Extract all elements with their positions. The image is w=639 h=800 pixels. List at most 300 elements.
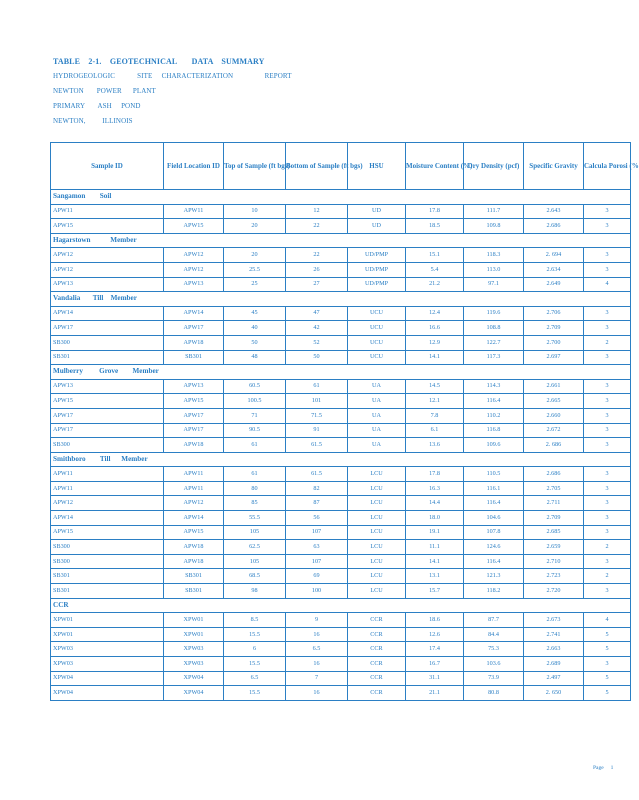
table-cell: 10: [224, 204, 286, 219]
table-cell: CCR: [348, 627, 406, 642]
table-cell: 85: [224, 496, 286, 511]
table-cell: 2.661: [524, 379, 584, 394]
table-cell: APW14: [164, 306, 224, 321]
table-cell: SB301: [51, 584, 164, 599]
table-cell: 2.710: [524, 554, 584, 569]
table-cell: 6: [224, 642, 286, 657]
table-cell: APW18: [164, 335, 224, 350]
table-cell: 12: [286, 204, 348, 219]
table-cell: APW18: [164, 438, 224, 453]
group-row: [51, 190, 631, 205]
group-row: [51, 598, 631, 613]
group-label: Mulberry Grove Member: [51, 365, 631, 380]
table-cell: LCU: [348, 569, 406, 584]
table-cell: CCR: [348, 686, 406, 701]
table-cell: 12.1: [406, 394, 464, 409]
table-cell: 2.723: [524, 569, 584, 584]
table-cell: 63: [286, 540, 348, 555]
table-cell: 100: [286, 584, 348, 599]
table-cell: 3: [584, 321, 631, 336]
table-cell: 116.4: [464, 554, 524, 569]
table-cell: XPW04: [164, 671, 224, 686]
table-cell: SB300: [51, 540, 164, 555]
table-row: [51, 394, 631, 409]
table-cell: 2.665: [524, 394, 584, 409]
table-cell: CCR: [348, 657, 406, 672]
table-cell: 124.6: [464, 540, 524, 555]
table-cell: APW14: [164, 511, 224, 526]
table-cell: UD/PMP: [348, 262, 406, 277]
table-cell: SB300: [51, 335, 164, 350]
col-specific-gravity: Specific Gravity: [524, 143, 584, 190]
table-cell: 18.0: [406, 511, 464, 526]
table-cell: 56: [286, 511, 348, 526]
table-cell: 84.4: [464, 627, 524, 642]
table-cell: 2.634: [524, 262, 584, 277]
table-cell: UD: [348, 219, 406, 234]
table-cell: 2.659: [524, 540, 584, 555]
table-cell: APW12: [51, 262, 164, 277]
table-cell: 17.8: [406, 467, 464, 482]
location-line: NEWTON, ILLINOIS: [53, 117, 133, 125]
group-row: [51, 233, 631, 248]
table-cell: SB301: [51, 350, 164, 365]
table-cell: 16.6: [406, 321, 464, 336]
table-cell: 50: [286, 350, 348, 365]
table-cell: 105: [224, 525, 286, 540]
group-label: CCR: [51, 598, 631, 613]
table-cell: 2.706: [524, 306, 584, 321]
table-cell: 121.3: [464, 569, 524, 584]
table-cell: CCR: [348, 613, 406, 628]
table-row: [51, 525, 631, 540]
table-cell: 50: [224, 335, 286, 350]
table-row: [51, 627, 631, 642]
table-cell: 3: [584, 262, 631, 277]
table-cell: 42: [286, 321, 348, 336]
table-cell: 2.497: [524, 671, 584, 686]
col-dry-density: Dry Density (pcf): [464, 143, 524, 190]
table-cell: XPW03: [164, 657, 224, 672]
table-cell: 116.1: [464, 481, 524, 496]
table-cell: XPW03: [51, 642, 164, 657]
table-cell: 61: [224, 467, 286, 482]
table-row: [51, 642, 631, 657]
table-cell: 2.705: [524, 481, 584, 496]
pond-name-line: PRIMARY ASH POND: [53, 102, 141, 110]
table-cell: 2.660: [524, 408, 584, 423]
table-cell: 3: [584, 481, 631, 496]
table-cell: APW13: [51, 277, 164, 292]
table-cell: UCU: [348, 335, 406, 350]
table-cell: 3: [584, 219, 631, 234]
table-cell: 80: [224, 481, 286, 496]
col-hsu: HSU: [348, 143, 406, 190]
col-bottom-of-sample: Bottom of Sample (ft bgs): [286, 143, 348, 190]
table-cell: APW12: [164, 262, 224, 277]
table-cell: UD/PMP: [348, 277, 406, 292]
table-cell: 3: [584, 584, 631, 599]
table-row: [51, 657, 631, 672]
table-cell: APW12: [51, 496, 164, 511]
table-cell: 18.6: [406, 613, 464, 628]
table-cell: UA: [348, 379, 406, 394]
table-cell: 2. 694: [524, 248, 584, 263]
table-cell: UCU: [348, 306, 406, 321]
table-row: [51, 671, 631, 686]
table-cell: 107: [286, 525, 348, 540]
table-cell: 16.3: [406, 481, 464, 496]
table-cell: 118.2: [464, 584, 524, 599]
table-cell: 3: [584, 350, 631, 365]
table-cell: XPW01: [51, 613, 164, 628]
table-cell: 22: [286, 248, 348, 263]
table-row: [51, 584, 631, 599]
table-row: [51, 321, 631, 336]
table-cell: 47: [286, 306, 348, 321]
table-cell: 2: [584, 335, 631, 350]
table-cell: 4: [584, 613, 631, 628]
table-cell: APW15: [164, 219, 224, 234]
table-cell: 104.6: [464, 511, 524, 526]
table-cell: 107.8: [464, 525, 524, 540]
table-cell: 7: [286, 671, 348, 686]
table-cell: 11.1: [406, 540, 464, 555]
table-cell: 3: [584, 438, 631, 453]
table-cell: CCR: [348, 642, 406, 657]
table-cell: 22: [286, 219, 348, 234]
table-cell: 117.3: [464, 350, 524, 365]
table-cell: APW15: [164, 525, 224, 540]
table-cell: XPW01: [51, 627, 164, 642]
table-cell: 16: [286, 686, 348, 701]
table-cell: 15.5: [224, 627, 286, 642]
header-row: [51, 143, 631, 190]
table-cell: 2.720: [524, 584, 584, 599]
table-cell: 18.5: [406, 219, 464, 234]
table-cell: 14.1: [406, 350, 464, 365]
group-row: [51, 365, 631, 380]
table-cell: 2.709: [524, 321, 584, 336]
plant-name-line: NEWTON POWER PLANT: [53, 87, 156, 95]
table-cell: 5: [584, 686, 631, 701]
table-cell: 87.7: [464, 613, 524, 628]
table-cell: 3: [584, 511, 631, 526]
table-cell: UD: [348, 204, 406, 219]
table-cell: 40: [224, 321, 286, 336]
table-cell: 20: [224, 248, 286, 263]
table-cell: XPW04: [51, 671, 164, 686]
table-cell: XPW03: [164, 642, 224, 657]
table-row: [51, 262, 631, 277]
table-cell: 26: [286, 262, 348, 277]
group-row: [51, 452, 631, 467]
table-cell: 2.689: [524, 657, 584, 672]
table-cell: 61.5: [286, 438, 348, 453]
table-cell: 107: [286, 554, 348, 569]
table-row: [51, 540, 631, 555]
table-cell: 15.7: [406, 584, 464, 599]
page-number: Page 1: [593, 765, 614, 771]
table-cell: UA: [348, 438, 406, 453]
table-row: [51, 481, 631, 496]
table-row: [51, 277, 631, 292]
table-cell: 12.4: [406, 306, 464, 321]
table-cell: APW18: [164, 554, 224, 569]
table-cell: XPW04: [164, 686, 224, 701]
table-cell: XPW01: [164, 627, 224, 642]
table-cell: APW11: [164, 204, 224, 219]
table-cell: 113.0: [464, 262, 524, 277]
table-cell: APW15: [164, 394, 224, 409]
table-cell: APW11: [51, 467, 164, 482]
table-row: [51, 613, 631, 628]
group-label: Hagarstown Member: [51, 233, 631, 248]
col-moisture-content: Moisture Content (%): [406, 143, 464, 190]
table-cell: SB301: [164, 584, 224, 599]
table-cell: APW15: [51, 394, 164, 409]
table-cell: 3: [584, 467, 631, 482]
table-cell: 14.1: [406, 554, 464, 569]
table-row: [51, 496, 631, 511]
table-cell: 2.711: [524, 496, 584, 511]
table-cell: 90.5: [224, 423, 286, 438]
table-cell: 108.8: [464, 321, 524, 336]
table-cell: 110.5: [464, 467, 524, 482]
table-cell: SB301: [164, 350, 224, 365]
table-cell: 3: [584, 204, 631, 219]
table-cell: 103.6: [464, 657, 524, 672]
table-cell: 3: [584, 306, 631, 321]
table-cell: 105: [224, 554, 286, 569]
table-cell: 45: [224, 306, 286, 321]
table-cell: APW13: [164, 277, 224, 292]
table-cell: 31.1: [406, 671, 464, 686]
table-cell: SB300: [51, 438, 164, 453]
table-cell: LCU: [348, 584, 406, 599]
table-cell: 3: [584, 248, 631, 263]
table-cell: 5: [584, 627, 631, 642]
table-cell: UA: [348, 423, 406, 438]
table-cell: 55.5: [224, 511, 286, 526]
table-cell: 61.5: [286, 467, 348, 482]
table-row: [51, 438, 631, 453]
table-cell: APW17: [51, 423, 164, 438]
table-cell: 2.685: [524, 525, 584, 540]
table-cell: 48: [224, 350, 286, 365]
table-cell: 3: [584, 657, 631, 672]
table-cell: 5.4: [406, 262, 464, 277]
table-cell: 13.6: [406, 438, 464, 453]
table-cell: 62.5: [224, 540, 286, 555]
table-cell: 21.2: [406, 277, 464, 292]
table-cell: UA: [348, 394, 406, 409]
table-cell: LCU: [348, 467, 406, 482]
table-cell: 52: [286, 335, 348, 350]
table-cell: 12.6: [406, 627, 464, 642]
table-cell: 3: [584, 408, 631, 423]
table-cell: APW12: [51, 248, 164, 263]
table-cell: 2.709: [524, 511, 584, 526]
table-cell: APW13: [164, 379, 224, 394]
table-cell: 2.672: [524, 423, 584, 438]
table-cell: XPW01: [164, 613, 224, 628]
table-cell: XPW04: [51, 686, 164, 701]
table-cell: APW11: [51, 481, 164, 496]
group-label: Smithboro Till Member: [51, 452, 631, 467]
table-title: TABLE 2-1. GEOTECHNICAL DATA SUMMARY: [53, 57, 265, 66]
table-cell: 3: [584, 496, 631, 511]
table-cell: 100.5: [224, 394, 286, 409]
table-row: [51, 379, 631, 394]
table-cell: SB301: [51, 569, 164, 584]
table-cell: 61: [224, 438, 286, 453]
table-row: [51, 248, 631, 263]
table-cell: 97.1: [464, 277, 524, 292]
table-cell: 5: [584, 671, 631, 686]
table-cell: LCU: [348, 554, 406, 569]
table-cell: 82: [286, 481, 348, 496]
table-row: [51, 554, 631, 569]
table-cell: SB300: [51, 554, 164, 569]
table-cell: 75.3: [464, 642, 524, 657]
table-cell: 109.6: [464, 438, 524, 453]
table-cell: 2.673: [524, 613, 584, 628]
table-cell: 71: [224, 408, 286, 423]
table-cell: LCU: [348, 481, 406, 496]
table-cell: APW18: [164, 540, 224, 555]
table-cell: 6.5: [224, 671, 286, 686]
col-field-location-id: Field Location ID: [164, 143, 224, 190]
table-cell: APW12: [164, 248, 224, 263]
table-cell: UD/PMP: [348, 248, 406, 263]
table-cell: 119.6: [464, 306, 524, 321]
table-cell: 2.697: [524, 350, 584, 365]
table-cell: 2.741: [524, 627, 584, 642]
table-cell: 91: [286, 423, 348, 438]
table-row: [51, 408, 631, 423]
table-cell: 14.5: [406, 379, 464, 394]
table-cell: APW15: [51, 525, 164, 540]
group-label: Vandalia Till Member: [51, 292, 631, 307]
table-cell: 6.5: [286, 642, 348, 657]
table-cell: 122.7: [464, 335, 524, 350]
table-cell: 68.5: [224, 569, 286, 584]
table-cell: 116.4: [464, 394, 524, 409]
col-top-of-sample: Top of Sample (ft bgs): [224, 143, 286, 190]
table-cell: 2: [584, 569, 631, 584]
table-cell: 2: [584, 540, 631, 555]
table-cell: 15.1: [406, 248, 464, 263]
table-cell: APW13: [51, 379, 164, 394]
table-cell: LCU: [348, 525, 406, 540]
table-cell: APW17: [51, 408, 164, 423]
table-cell: 20: [224, 219, 286, 234]
table-cell: 3: [584, 423, 631, 438]
table-cell: 2.649: [524, 277, 584, 292]
table-cell: 71.5: [286, 408, 348, 423]
table-cell: CCR: [348, 671, 406, 686]
table-cell: 16.7: [406, 657, 464, 672]
table-row: [51, 467, 631, 482]
table-cell: 73.9: [464, 671, 524, 686]
table-cell: XPW03: [51, 657, 164, 672]
table-cell: 17.4: [406, 642, 464, 657]
table-cell: APW17: [164, 321, 224, 336]
table-cell: SB301: [164, 569, 224, 584]
table-cell: 7.8: [406, 408, 464, 423]
table-row: [51, 686, 631, 701]
table-cell: 101: [286, 394, 348, 409]
table-row: [51, 219, 631, 234]
table-cell: APW14: [51, 511, 164, 526]
table-cell: 16: [286, 627, 348, 642]
table-row: [51, 204, 631, 219]
table-cell: UCU: [348, 350, 406, 365]
table-row: [51, 569, 631, 584]
table-cell: 2. 650: [524, 686, 584, 701]
table-cell: 69: [286, 569, 348, 584]
table-cell: 21.1: [406, 686, 464, 701]
table-cell: 118.3: [464, 248, 524, 263]
table-cell: 17.8: [406, 204, 464, 219]
table-cell: 114.3: [464, 379, 524, 394]
table-cell: APW14: [51, 306, 164, 321]
table-cell: APW17: [51, 321, 164, 336]
table-cell: 15.5: [224, 657, 286, 672]
table-cell: 2.643: [524, 204, 584, 219]
table-cell: APW11: [164, 467, 224, 482]
table-cell: 14.4: [406, 496, 464, 511]
table-cell: 110.2: [464, 408, 524, 423]
table-cell: APW15: [51, 219, 164, 234]
table-cell: APW17: [164, 423, 224, 438]
table-cell: 9: [286, 613, 348, 628]
table-cell: 87: [286, 496, 348, 511]
table-cell: 12.9: [406, 335, 464, 350]
table-cell: 5: [584, 642, 631, 657]
group-row: [51, 292, 631, 307]
geotechnical-data-table: [50, 142, 639, 701]
table-cell: 2.700: [524, 335, 584, 350]
col-sample-id: Sample ID: [51, 143, 164, 190]
table-cell: 3: [584, 525, 631, 540]
table-cell: 2.686: [524, 219, 584, 234]
table-cell: 4: [584, 277, 631, 292]
table-cell: 13.1: [406, 569, 464, 584]
table-cell: 15.5: [224, 686, 286, 701]
table-row: [51, 511, 631, 526]
report-title-line: HYDROGEOLOGIC SITE CHARACTERIZATION REPORT: [53, 72, 292, 80]
table-cell: UCU: [348, 321, 406, 336]
table-cell: 98: [224, 584, 286, 599]
table-cell: APW11: [51, 204, 164, 219]
table-cell: 2.663: [524, 642, 584, 657]
table-cell: LCU: [348, 511, 406, 526]
table-cell: 60.5: [224, 379, 286, 394]
col-calculated-porosity: Calcula Porosi (%: [584, 143, 631, 190]
table-cell: 3: [584, 379, 631, 394]
table-cell: 2. 686: [524, 438, 584, 453]
table-cell: APW12: [164, 496, 224, 511]
table-cell: 19.1: [406, 525, 464, 540]
table-cell: 80.8: [464, 686, 524, 701]
table-row: [51, 423, 631, 438]
table-cell: 16: [286, 657, 348, 672]
table-cell: 6.1: [406, 423, 464, 438]
table-cell: 3: [584, 394, 631, 409]
table-row: [51, 335, 631, 350]
